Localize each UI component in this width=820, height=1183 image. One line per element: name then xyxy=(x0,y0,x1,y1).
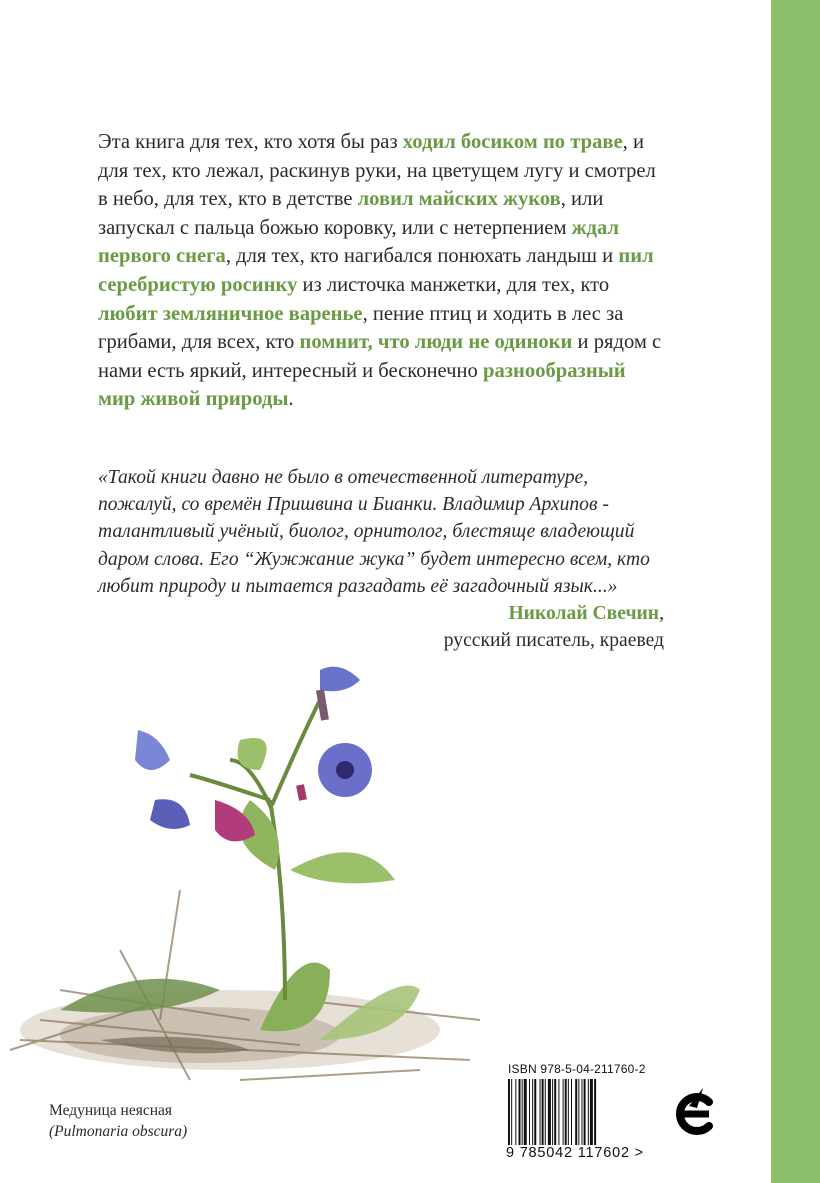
barcode-bar xyxy=(548,1079,551,1145)
quote-author: Николай Свечин xyxy=(508,603,660,624)
barcode-bar xyxy=(575,1079,577,1145)
eksmo-logo-icon xyxy=(673,1082,717,1142)
barcode-bar xyxy=(554,1079,556,1145)
illustration-caption xyxy=(49,1100,187,1142)
lungwort-plant-illustration xyxy=(0,640,520,1120)
blurb-text: , и для тех, кто лежал, раскинув руки, на цветущем лугу и смотрел в небо, для тех, кто в детстве xyxy=(98,131,656,211)
blurb-text: , пение птиц и ходить в лес за грибами, для всех, кто xyxy=(98,302,624,354)
blurb-text: , для тех, кто нагибался понюхать ландыш и xyxy=(225,245,619,268)
blurb-highlight: ждал первого снега xyxy=(98,216,620,268)
barcode-bar xyxy=(588,1079,589,1145)
barcode-bar xyxy=(542,1079,544,1145)
quote-author-role: русский писатель, краевед xyxy=(443,630,664,651)
barcode-bar xyxy=(565,1079,567,1145)
barcode-bar xyxy=(511,1079,512,1145)
barcode-bar xyxy=(540,1079,541,1145)
barcode-bar xyxy=(563,1079,564,1145)
plant-latin-name: (Pulmonaria obscura) xyxy=(49,1123,188,1140)
barcode-bar xyxy=(578,1079,579,1145)
blurb-paragraph xyxy=(98,128,663,414)
barcode-bar xyxy=(594,1079,596,1145)
barcode-bar xyxy=(582,1079,583,1145)
barcode-bar xyxy=(519,1079,521,1145)
barcode-bar xyxy=(524,1079,527,1145)
spine-stripe xyxy=(771,0,820,1183)
blurb-text: . xyxy=(288,388,294,411)
barcode-bar xyxy=(571,1079,572,1145)
blurb-text: , или запускал с пальца божью коровку, или с нетерпением xyxy=(98,188,604,239)
barcode-bar xyxy=(590,1079,593,1145)
barcode-bar xyxy=(558,1079,559,1145)
barcode-bar xyxy=(508,1079,510,1145)
barcode-bar xyxy=(515,1079,516,1145)
barcode-bar xyxy=(552,1079,553,1145)
barcode-bar xyxy=(584,1079,586,1145)
review-quote: «Такой книги давно не было в отечественной литературе, пожалуй, со времён Пришвина и Бианки. Владимир Архипов - талантливый учёный, биолог, орнитолог, блестяще владеющий даром слова. Его “Жужжание жука” будет интересно всем, кто любит природу и пытается разгадать её загадочный язык...» xyxy=(98,467,650,597)
blurb-highlight: помнит, что люди не одиноки xyxy=(299,331,573,354)
blurb-highlight: разнообразный мир живой природы xyxy=(98,359,626,411)
author-comma: , xyxy=(659,603,664,624)
blurb-highlight: ходил босиком по траве xyxy=(402,131,623,153)
flower-blue xyxy=(318,743,372,797)
blurb-text: и рядом с нами есть яркий, интересный и бесконечно xyxy=(98,331,662,382)
barcode-bar xyxy=(522,1079,523,1145)
barcode-bars xyxy=(508,1079,642,1145)
barcode-bar xyxy=(529,1079,530,1145)
plant-name: Медуница неясная xyxy=(49,1102,173,1119)
blurb-text: Эта книга для тех, кто хотя бы раз xyxy=(98,131,403,153)
barcode-bar xyxy=(534,1079,536,1145)
blurb-text: из листочка манжетки, для тех, кто xyxy=(297,273,610,296)
isbn-label: ISBN 978-5-04-211760-2 xyxy=(508,1062,646,1076)
blurb-highlight: любит земляничное варенье xyxy=(98,302,363,325)
barcode-digits: 9 785042 117602 > xyxy=(506,1145,644,1161)
blurb-highlight: пил серебристую росинку xyxy=(98,245,654,296)
barcode-bar xyxy=(568,1079,569,1145)
barcode-bar xyxy=(545,1079,546,1145)
blurb-highlight: ловил майских жуков xyxy=(357,188,561,211)
barcode-bar xyxy=(532,1079,533,1145)
